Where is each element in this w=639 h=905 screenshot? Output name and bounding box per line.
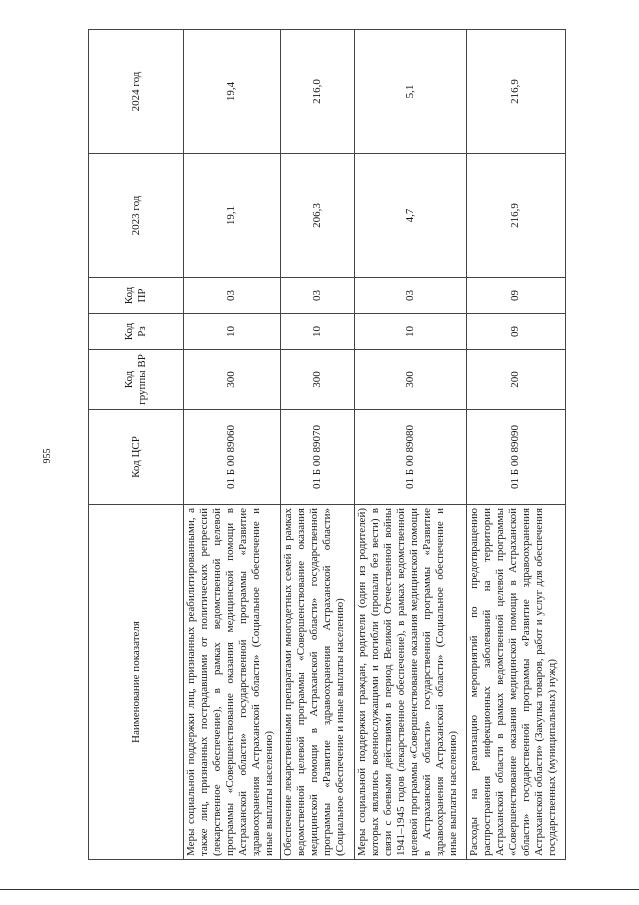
row-pr: 09 xyxy=(466,278,565,314)
table-row xyxy=(466,30,565,860)
row-2023: 4,7 xyxy=(355,154,467,278)
row-pr: 03 xyxy=(355,278,467,314)
header-rz: Код Рз xyxy=(89,314,184,350)
row-rz: 09 xyxy=(466,314,565,350)
row-csr: 01 Б 00 89090 xyxy=(466,410,565,505)
row-name: Обеспечение лекарственными препаратами многодетных семей в рамках ведомственной целевой программы «Совершенствование оказания медицинской помощи в Астраханской области» государственной программы «Развитие здравоохранения Астраханской области» (Социальное обеспечение и иные выплаты населению) xyxy=(280,505,354,860)
budget-table xyxy=(88,29,566,860)
table-row xyxy=(184,30,281,860)
page-bottom-rule xyxy=(0,889,639,890)
row-2023: 206,3 xyxy=(280,154,354,278)
header-vr: Код группы ВР xyxy=(89,350,184,410)
header-csr: Код ЦСР xyxy=(89,410,184,505)
row-pr: 03 xyxy=(280,278,354,314)
header-2024: 2024 год xyxy=(89,30,184,154)
row-name: Расходы на реализацию мероприятий по предотвращению распространения инфекционных заболеваний на территории Астраханской области в рамках ведомственной целевой программы «Совершенствование оказания медицинской помощи в Астраханской области» государственной программы «Развитие здравоохранения Астраханской области» (Закупка товаров, работ и услуг для обеспечения государственных (муниципальных) нужд) xyxy=(466,505,565,860)
row-2023: 216,9 xyxy=(466,154,565,278)
header-name: Наименование показателя xyxy=(89,505,184,860)
table-container xyxy=(88,30,566,860)
table-row xyxy=(355,30,467,860)
row-vr: 200 xyxy=(466,350,565,410)
row-csr: 01 Б 00 89080 xyxy=(355,410,467,505)
page-number: 955 xyxy=(42,448,53,464)
header-pr: Код ПР xyxy=(89,278,184,314)
table-row xyxy=(280,30,354,860)
row-csr: 01 Б 00 89060 xyxy=(184,410,281,505)
row-rz: 10 xyxy=(184,314,281,350)
row-vr: 300 xyxy=(280,350,354,410)
row-2024: 19,4 xyxy=(184,30,281,154)
row-name: Меры социальной поддержки граждан, родители (один из родителей) которых являлись военнослужащими и погибли (пропали без вести) в связи с боевыми действиями в период Великой Отечественной войны 1941–1945 годов (лекарственное обеспечение), в рамках ведомственной целевой программы «Совершенствование оказания медицинской помощи в Астраханской области» государственной программы «Развитие здравоохранения Астраханской области» (Социальное обеспечение и иные выплаты населению) xyxy=(355,505,467,860)
row-pr: 03 xyxy=(184,278,281,314)
row-csr: 01 Б 00 89070 xyxy=(280,410,354,505)
row-2024: 5,1 xyxy=(355,30,467,154)
row-rz: 10 xyxy=(355,314,467,350)
table-header-row xyxy=(89,30,184,860)
row-vr: 300 xyxy=(355,350,467,410)
row-2023: 19,1 xyxy=(184,154,281,278)
row-vr: 300 xyxy=(184,350,281,410)
rotated-table-frame xyxy=(88,30,566,860)
row-2024: 216,9 xyxy=(466,30,565,154)
row-name: Меры социальной поддержки лиц, признанных реабилитированными, а также лиц, признанных пострадавшими от политических репрессий (лекарственное обеспечение), в рамках ведомственной целевой программы «Совершенствование оказания медицинской помощи в Астраханской области» государственной программы «Развитие здравоохранения Астраханской области» (Социальное обеспечение и иные выплаты населению) xyxy=(184,505,281,860)
row-2024: 216,0 xyxy=(280,30,354,154)
row-rz: 10 xyxy=(280,314,354,350)
header-2023: 2023 год xyxy=(89,154,184,278)
